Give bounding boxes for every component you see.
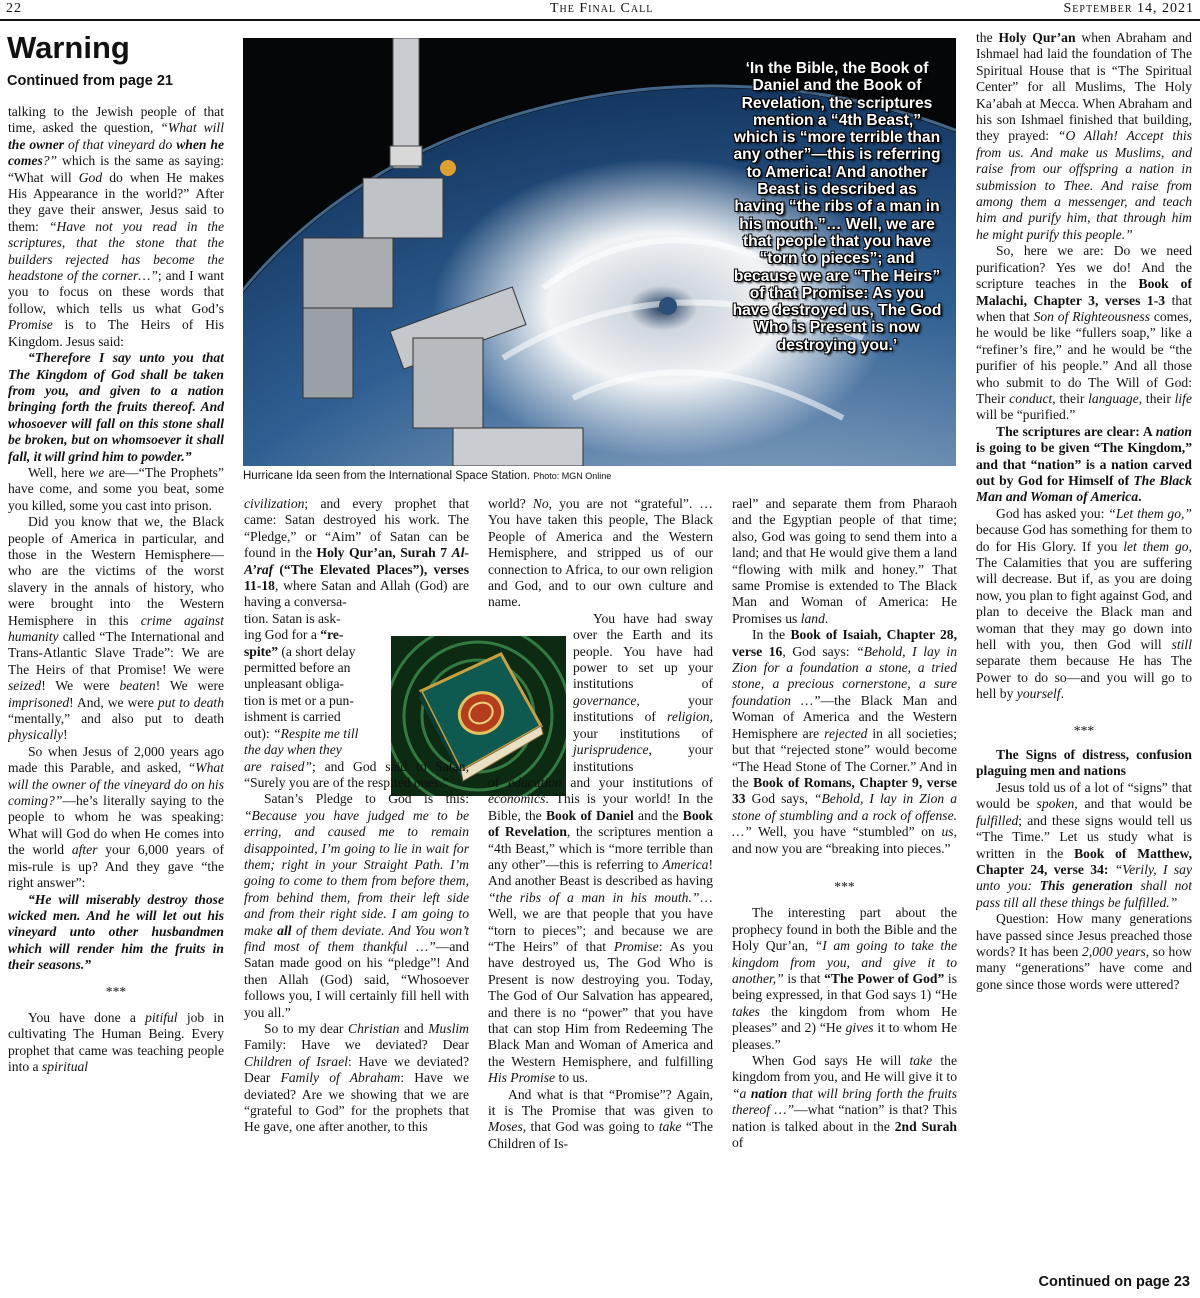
column-5: the Holy Qur’an when Abraham and Ishmael had laid the foundation of The Spiritual House that is “The Spiritual Center” for all Muslims, The Holy Ka’abah at Mecca. When Abraham and his son Ishmael finished that building, they prayed: “O Allah! Accept this from us. And make us Muslims, and raise from our offspring a nation in submission to Thee. And raise from among them a messenger, and teach him and purify him, that through him he might purify this people.” So, here we are: Do we need purification? Yes we do! And the scripture teaches in the Book of Malachi, Chapter 3, verses 1-3 that when that Son of Righteousness comes, he would be like “fullers soap,” like a “refiner’s fire,” and he would be “the purifier of his people.” And all those who submit to do The Will of God: Their conduct, their language, their life will be “purified.” The scriptures are clear: A nation is going to be given “The Kingdom,” and that “nation” is a nation carved out by God for Himself of The Black Man and Woman of America. God has asked you: “Let them go,” because God has something for them to do for His Glory. If you let them go, The Calamities that you are suffering will decrease. But if, as you are doing now, you plan to fight against God, and plan to deceive the Black man and woman that they may go down into hell with you, then God will still separate them because He has The Power to do so—and you will go to hell by yourself. *** The Signs of distress, confusion plaguing men and nations Jesus told us of a lot of “signs” that would be spoken, and that would be fulfilled; and these signs would tell us “The Time.” Let us study what is written in the Book of Matthew, Chapter 24, verse 34: “Verily, I say unto you: This generation shall not pass till all these things be fulfilled.” Question: How many generations have passed since Jesus preached those words? It has been 2,000 years, so how many “generations” have come and gone since those words were uttered? (976, 30, 1192, 992)
publication-name: The Final Call (550, 1, 654, 16)
photo-credit: Photo: MGN Online (533, 471, 612, 481)
continued-on-label: Continued on page 23 (1038, 1274, 1190, 1290)
column-2: civilization; and every prophet that came: Satan destroyed his work. The “Pledge,” or “Aim” of Satan can be found in the Holy Qur’an, Surah 7 Al-A’raf (“The Elevated Places”), verses 11-18, where Satan and Allah (God) are having a conversa- tion. Satan is ask- ing God for a “re- spite” (a short delay permitted before an unpleasant obliga- tion is met or a pun- ishment is carried out): “Respite me till the day when they are raised”; and God said to Satan, “Surely you are of the respited ones.” Satan’s Pledge to God is this: “Because you have judged me to be erring, and caused me to remain disappointed, I’m going to lie in wait for them; right in your Straight Path. I’m going to come to them from before them, from behind them, from their left side and from their right side. I am going to make all of them deviate. And You won’t find most of them thankful …”—and Satan made good on his “pledge”! And then Allah (God) said, “Whosoever follows you, I will certainly fill hell with you all.” So to my dear Christian and Muslim Family: Have we deviated? Dear Children of Israel: Have we deviated? Dear Family of Abraham: Have we deviated? Are we showing that we are “grateful to God” for the prophets that He gave, one after another, to this (244, 496, 469, 1135)
continued-from-label: Continued from page 21 (7, 73, 173, 89)
issue-date: September 14, 2021 (1063, 1, 1194, 16)
caption-text: Hurricane Ida seen from the International Space Station. (243, 470, 531, 482)
hurricane-photo (243, 38, 956, 466)
column-1: talking to the Jewish people of that time, asked the question, “What will the owner of that vineyard do when he comes?” which is the same as saying: “What will God do when He makes His Appearance in the world?” After they gave their answer, Jesus said to them: “Have not you read in the scriptures, that the stone that the builders rejected has become the headstone of the corner…”; and I want you to focus on these words that follow, which tells us what God’s Promise is to The Heirs of His Kingdom. Jesus said: “Therefore I say unto you that The Kingdom of God shall be taken from you, and given to a nation bringing forth the fruits thereof. And whosoever will fall on this stone shall be broken, but on whomsoever it shall fall, it will grind him to powder.” Well, here we are—“The Prophets” have come, and some you beat, some you killed, some you cast into prison. Did you know that we, the Black people of America in particular, and those in the Western Hemisphere—who are the victims of the worst slavery in the annals of history, who were brought into the Western Hemisphere in this crime against humanity called “The International and Trans-Atlantic Slave Trade”: We are The Heirs of that Promise! We were seized! We were beaten! We were imprisoned! And, we were put to death “mentally,” and also put to death physically! So when Jesus of 2,000 years ago made this Parable, and asked, “What will the owner of the vineyard do on his coming?”—he’s literally saying to the people to whom he was speaking: What will God do when He comes into the world after your 6,000 years of mis-rule is up? And they gave “the right answer”: “He will miserably destroy those wicked men. And he will let out his vineyard unto other husbandmen which will render him the fruits in their seasons.” *** You have done a pitiful job in cultivating The Human Being. Every prophet that came was teaching people into a spiritual (8, 104, 224, 1075)
photo-caption (243, 470, 611, 482)
page-number: 22 (6, 1, 22, 16)
page-header (0, 0, 1200, 21)
article-title: Warning (7, 30, 130, 65)
pull-quote: ‘In the Bible, the Book of Daniel and the Book of Revelation, the scriptures mention a “4th Beast,” which is “more terrible than any other”—this is referring to America! And another Beast is described as having “the ribs of a man in his mouth.”… Well, we are that people that you have “torn to pieces”; and because we are “The Heirs” of that Promise: As you have destroyed us, The God Who is Present is now destroying you.’ (732, 60, 942, 354)
column-4: rael” and separate them from Pharaoh and the Egyptian people of that time; also, God was going to send them into a land; and that He would give them a land “flowing with milk and honey.” That same Promise is extended to The Black Man and Woman of America: He Promises us land. In the Book of Isaiah, Chapter 28, verse 16, God says: “Behold, I lay in Zion for a foundation a stone, a tried stone, a precious cornerstone, a sure foundation …”—the Black Man and Woman of America and the Western Hemisphere are rejected in all societies; but that “rejected stone” would become “The Head Stone of The Corner.” And in the Book of Romans, Chapter 9, verse 33 God says, “Behold, I lay in Zion a stone of stumbling and a rock of offense. …” Well, you have “stumbled” on us, and now you are “breaking into pieces.” *** The interesting part about the prophecy found in both the Bible and the Holy Qur’an, “I am going to take the kingdom from you, and give it to another,” is that “The Power of God” is being expressed, in that God says 1) “He takes the kingdom from whom He pleases” and 2) “He gives it to whom He pleases.” When God says He will take the kingdom from you, and He will give it to “a nation that will bring forth the fruits thereof …”—what “nation” is that? This nation is talked about in the 2nd Surah of (732, 496, 957, 1151)
column-3: world? No, you are not “grateful”. … You have taken this people, The Black People of America and the Western Hemisphere, and stripped us of our connection to Africa, to our own religion and God, and to our own culture and name. You have had sway over the Earth and its people. You have had power to set up your institutions of governance, your institutions of religion, your institutions of jurisprudence, your institutions of education and your institutions of economics. This is your world! In the Bible, the Book of Daniel and the Book of Revelation, the scriptures mention a “4th Beast,” which is “more terrible than any other”—this is referring to America! And another Beast is described as having “the ribs of a man in his mouth.”… Well, we are that people that you have “torn to pieces”; and because we are “The Heirs” of that Promise: As you have destroyed us, The God Who is Present is now destroying you. Today, The God of Our Salvation has appeared, and there is no “power” that you have that can stop Him from Redeeming The Black Man and Woman of America and the Western Hemisphere, and fulfilling His Promise to us. And what is that “Promise”? Again, it is The Promise that was given to Moses, that God was going to take “The Children of Is- (488, 496, 713, 1151)
